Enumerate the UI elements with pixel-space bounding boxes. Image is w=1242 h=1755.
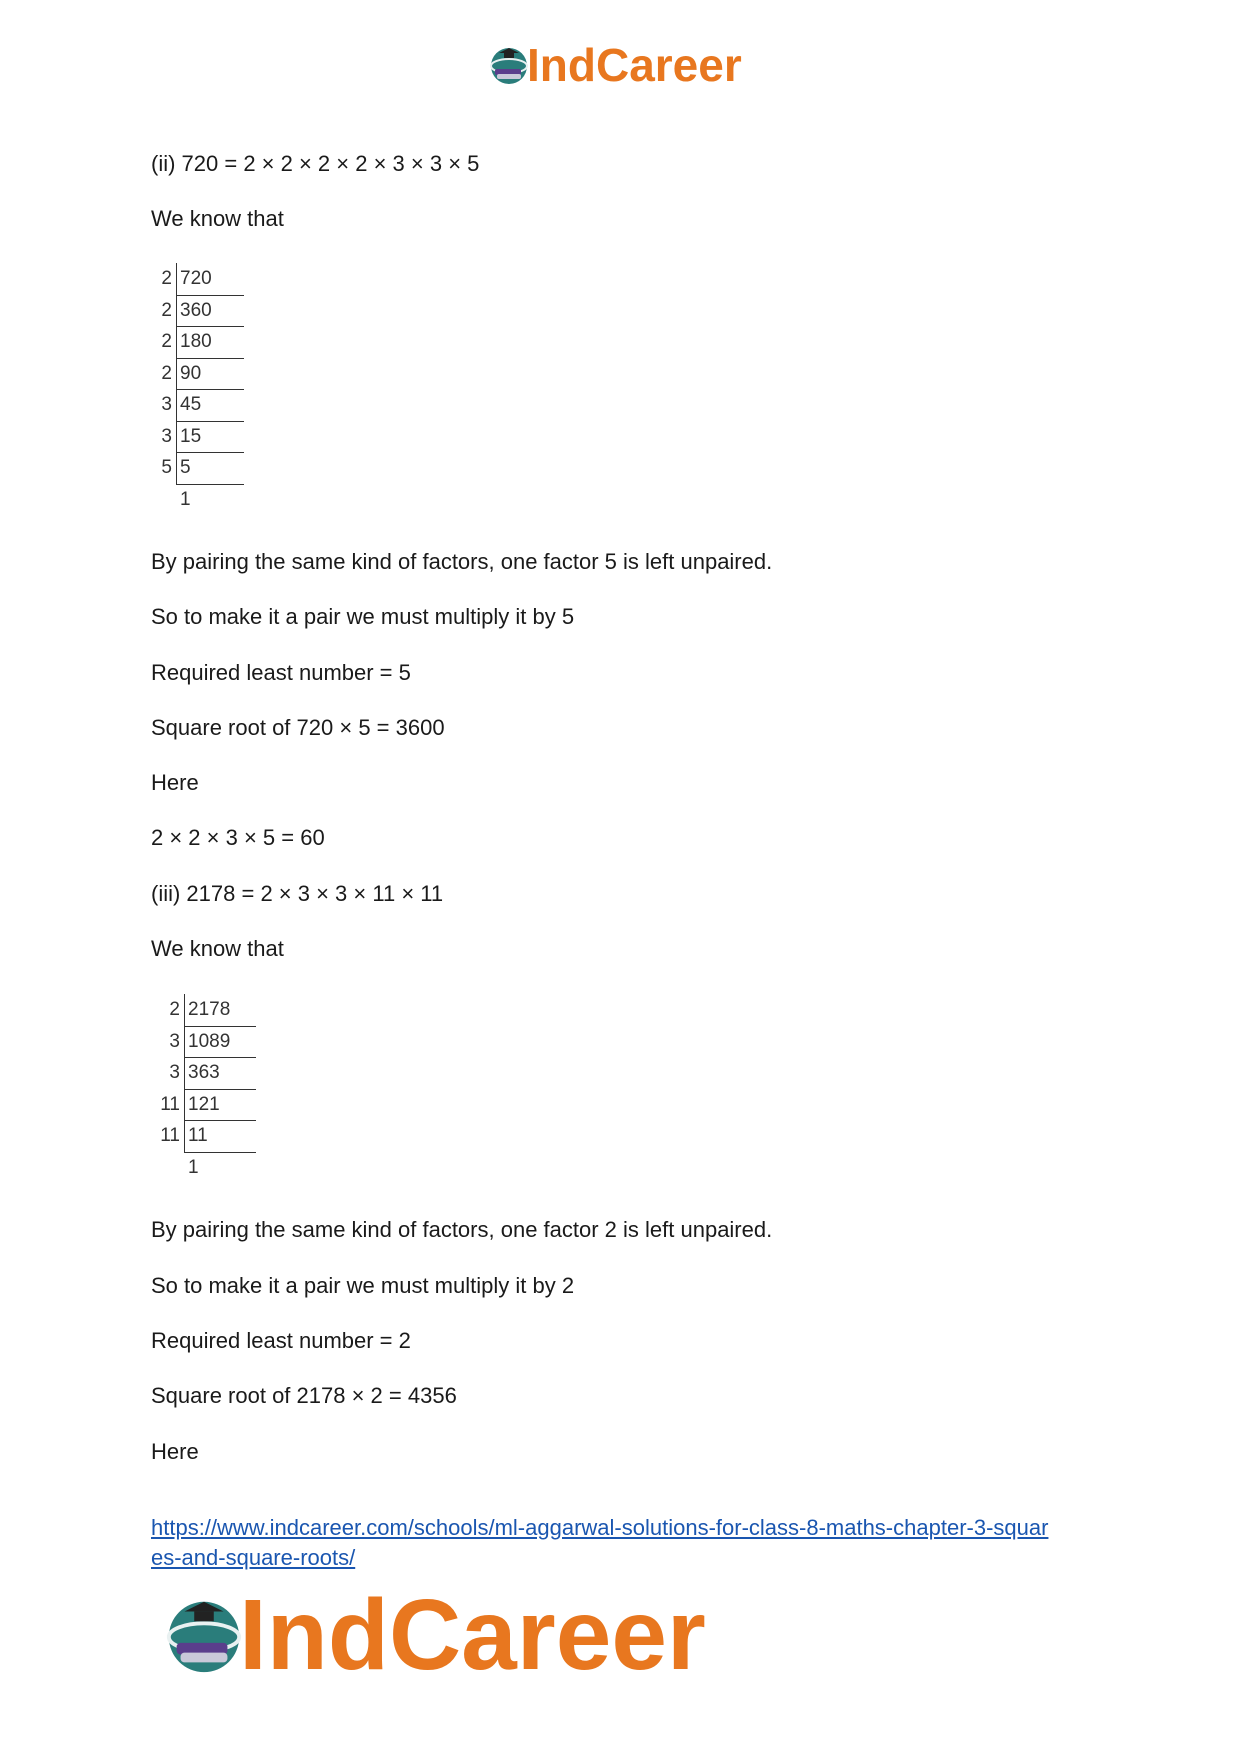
dividend: 360 [180, 299, 212, 321]
dividend: 45 [180, 394, 202, 415]
division-underline [176, 421, 244, 422]
header-logo [487, 40, 742, 90]
equation-2178: (iii) 2178 = 2 × 3 × 3 × 11 × 11 [151, 881, 444, 906]
division-underline [176, 484, 244, 485]
divisor: 3 [169, 1030, 180, 1052]
divisor: 2 [161, 331, 172, 352]
divisor: 3 [169, 1062, 180, 1083]
dividend: 720 [180, 268, 212, 289]
book-globe-icon [487, 43, 531, 87]
divisor: 5 [161, 457, 172, 478]
division-underline [184, 1026, 256, 1027]
brand-wordmark: IndCareer [527, 39, 742, 91]
division-underline [176, 452, 244, 453]
dividend: 121 [188, 1093, 220, 1115]
pairing-note-2: By pairing the same kind of factors, one factor 2 is left unpaired. [151, 1217, 773, 1242]
division-underline [184, 1152, 256, 1153]
divisor: 3 [161, 394, 172, 415]
pairing-note-5: By pairing the same kind of factors, one factor 5 is left unpaired. [151, 549, 773, 574]
divisor: 11 [160, 1093, 180, 1115]
here-1: Here [151, 770, 199, 795]
divisor: 2 [161, 362, 172, 384]
dividend: 363 [188, 1062, 220, 1083]
division-underline [176, 326, 244, 327]
divisor: 3 [161, 425, 172, 447]
square-root-720: Square root of 720 × 5 = 3600 [151, 715, 445, 740]
dividend: 15 [180, 425, 202, 447]
multiply-note-2: So to make it a pair we must multiply it by 2 [151, 1273, 575, 1298]
product-60: 2 × 2 × 3 × 5 = 60 [151, 825, 325, 850]
square-root-2178: Square root of 2178 × 2 = 4356 [151, 1383, 457, 1408]
division-vertical-rule [176, 263, 177, 484]
division-underline [176, 389, 244, 390]
dividend: 11 [188, 1125, 208, 1146]
division-underline [184, 1120, 256, 1121]
dividend: 2178 [188, 999, 231, 1020]
division-vertical-rule [184, 994, 185, 1152]
we-know-that-2: We know that [151, 936, 284, 961]
we-know-that-1: We know that [151, 206, 284, 231]
final-quotient: 1 [180, 488, 191, 510]
dividend: 180 [180, 331, 212, 352]
division-table-2178 [150, 994, 270, 1184]
final-quotient: 1 [188, 1156, 199, 1178]
division-underline [184, 1057, 256, 1058]
dividend: 5 [180, 457, 191, 478]
division-table-720 [150, 263, 250, 518]
divisor: 11 [160, 1125, 180, 1146]
divisor: 2 [169, 999, 180, 1020]
source-link[interactable] [151, 1513, 1048, 1573]
equation-720: (ii) 720 = 2 × 2 × 2 × 2 × 3 × 3 × 5 [151, 151, 480, 176]
brand-wordmark-large: IndCareer [239, 1578, 706, 1691]
dividend: 1089 [188, 1030, 231, 1052]
source-link-line1[interactable]: https://www.indcareer.com/schools/ml-aggarwal-solutions-for-class-8-maths-chapter-3-squar [151, 1515, 1049, 1540]
divisor: 2 [161, 268, 172, 289]
least-number-2: Required least number = 2 [151, 1328, 411, 1353]
division-underline [176, 295, 244, 296]
divisor: 2 [161, 299, 172, 321]
book-globe-icon [161, 1592, 247, 1678]
dividend: 90 [180, 362, 202, 384]
footer-logo [161, 1578, 706, 1691]
division-underline [176, 358, 244, 359]
source-link-line2[interactable]: es-and-square-roots/ [151, 1545, 356, 1570]
multiply-note-5: So to make it a pair we must multiply it by 5 [151, 604, 575, 629]
division-underline [184, 1089, 256, 1090]
here-2: Here [151, 1439, 199, 1464]
least-number-5: Required least number = 5 [151, 660, 411, 685]
